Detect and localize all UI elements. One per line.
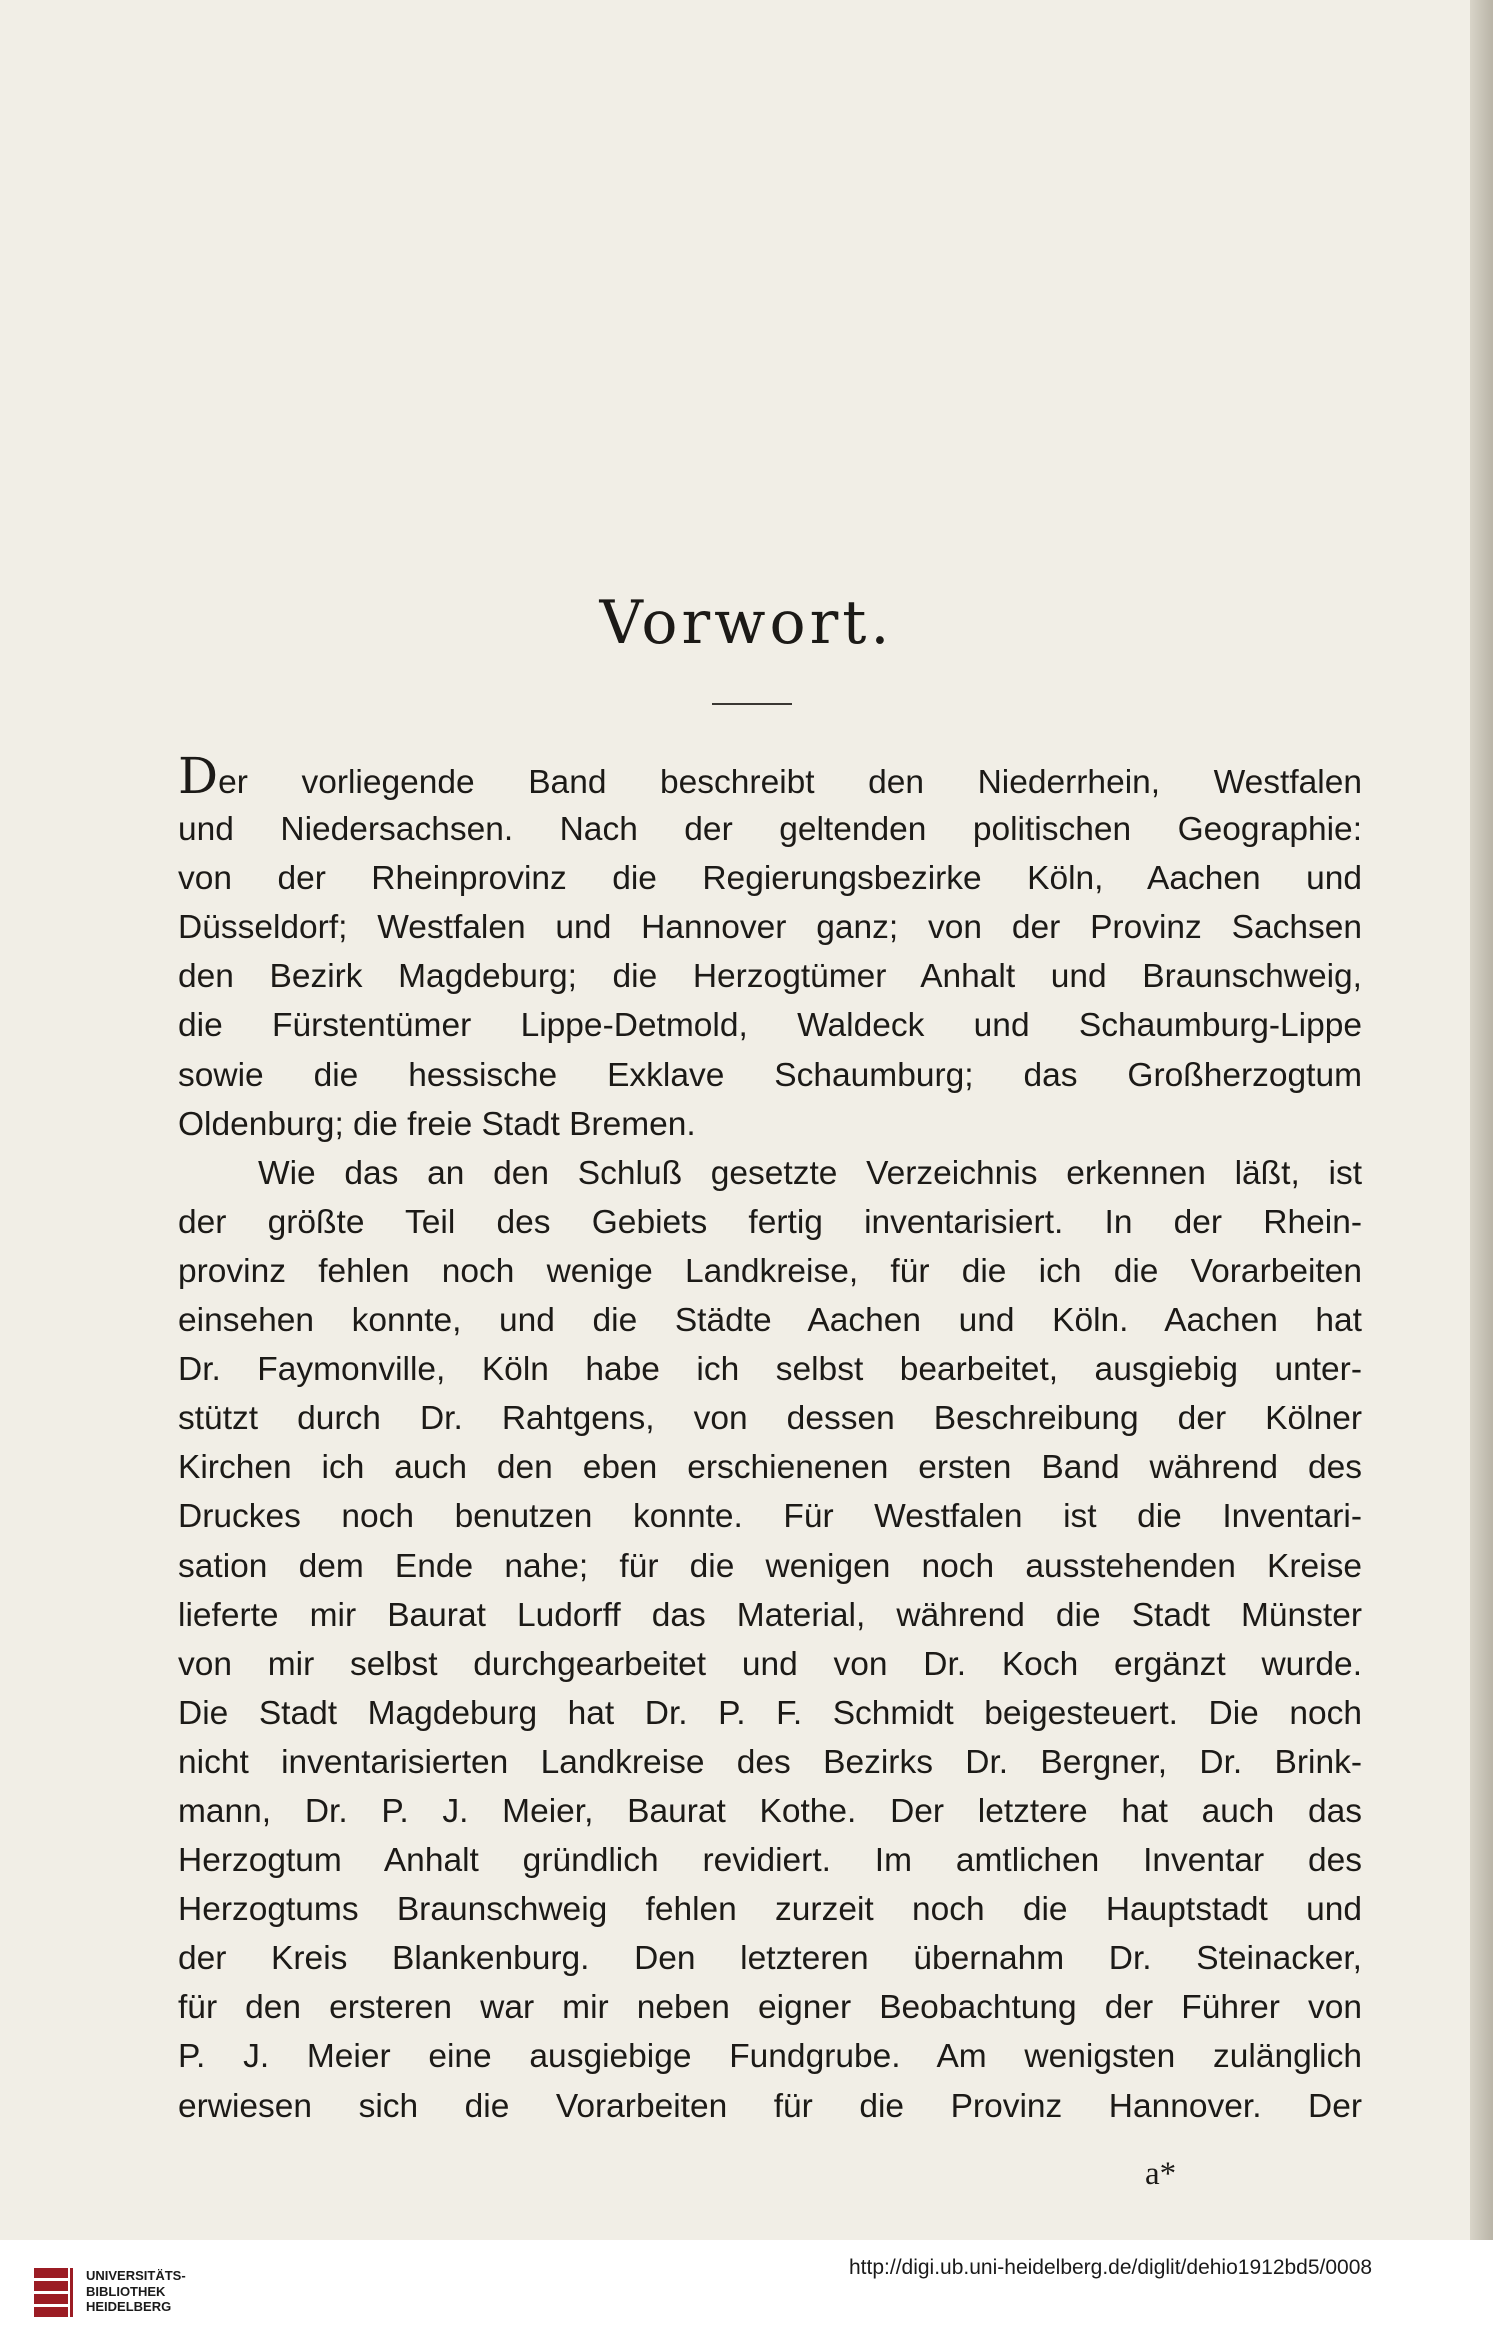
text-line: sowie die hessische Exklave Schaumburg; das Großherzogtum bbox=[178, 1056, 1362, 1094]
text-line: Druckes noch benutzen konnte. Für Westfalen ist die Inventari- bbox=[178, 1498, 1362, 1536]
university-library-logo-icon bbox=[34, 2262, 74, 2326]
text-line: Oldenburg; die freie Stadt Bremen. bbox=[178, 1105, 696, 1143]
text-line: den Bezirk Magdeburg; die Herzogtümer Anhalt und Braunschweig, bbox=[178, 958, 1362, 996]
text-line: nicht inventarisierten Landkreise des Bezirks Dr. Bergner, Dr. Brink- bbox=[178, 1743, 1362, 1781]
text-line: von mir selbst durchgearbeitet und von Dr. Koch ergänzt wurde. bbox=[178, 1645, 1362, 1683]
text-line: Die Stadt Magdeburg hat Dr. P. F. Schmidt beigesteuert. Die noch bbox=[178, 1694, 1362, 1732]
text-line: Kirchen ich auch den eben erschienenen ersten Band während des bbox=[178, 1449, 1362, 1487]
text-line: für den ersteren war mir neben eigner Beobachtung der Führer von bbox=[178, 1989, 1362, 2027]
text-line: Düsseldorf; Westfalen und Hannover ganz; von der Provinz Sachsen bbox=[178, 909, 1362, 947]
text-line: einsehen konnte, und die Städte Aachen und Köln. Aachen hat bbox=[178, 1302, 1362, 1340]
title-divider bbox=[712, 703, 792, 705]
text-line: er vorliegende Band beschreibt den Niederrhein, Westfalen bbox=[218, 764, 1362, 801]
text-line: der größte Teil des Gebiets fertig inventarisiert. In der Rhein- bbox=[178, 1203, 1362, 1241]
library-name bbox=[86, 2268, 186, 2315]
text-line: Herzogtums Braunschweig fehlen zurzeit noch die Hauptstadt und bbox=[178, 1891, 1362, 1929]
text-line: provinz fehlen noch wenige Landkreise, für die ich die Vorarbeiten bbox=[178, 1252, 1362, 1290]
text-line: P. J. Meier eine ausgiebige Fundgrube. Am wenigsten zulänglich bbox=[178, 2038, 1362, 2076]
body-text bbox=[178, 747, 1362, 2131]
text-line: sation dem Ende nahe; für die wenigen noch ausstehenden Kreise bbox=[178, 1547, 1362, 1585]
text-line: lieferte mir Baurat Ludorff das Material, während die Stadt Münster bbox=[178, 1596, 1362, 1634]
paragraph-1 bbox=[178, 747, 1362, 1149]
library-name-line: HEIDELBERG bbox=[86, 2299, 172, 2314]
text-line: Dr. Faymonville, Köln habe ich selbst bearbeitet, ausgiebig unter- bbox=[178, 1351, 1362, 1389]
drop-cap: D bbox=[178, 747, 219, 805]
text-line: der Kreis Blankenburg. Den letzteren übernahm Dr. Steinacker, bbox=[178, 1940, 1362, 1978]
text-line: und Niedersachsen. Nach der geltenden politischen Geographie: bbox=[178, 811, 1362, 849]
text-line: die Fürstentümer Lippe-Detmold, Waldeck und Schaumburg-Lippe bbox=[178, 1007, 1362, 1045]
text-line: stützt durch Dr. Rahtgens, von dessen Beschreibung der Kölner bbox=[178, 1400, 1362, 1438]
paragraph-2 bbox=[178, 1149, 1362, 2131]
library-name-line: BIBLIOTHEK bbox=[86, 2283, 166, 2299]
library-name-line: UNIVERSITÄTS- bbox=[86, 2268, 186, 2283]
footer-bar bbox=[0, 2240, 1493, 2351]
source-url-link[interactable]: http://digi.ub.uni-heidelberg.de/diglit/dehio1912bd5/0008 bbox=[849, 2256, 1373, 2279]
signature-mark: a* bbox=[1145, 2156, 1177, 2192]
page-title: Vorwort. bbox=[599, 588, 894, 658]
text-line: mann, Dr. P. J. Meier, Baurat Kothe. Der letztere hat auch das bbox=[178, 1792, 1362, 1830]
text-line: von der Rheinprovinz die Regierungsbezirke Köln, Aachen und bbox=[178, 860, 1362, 898]
text-line: Wie das an den Schluß gesetzte Verzeichnis erkennen läßt, ist bbox=[258, 1154, 1362, 1192]
text-line: Herzogtum Anhalt gründlich revidiert. Im amtlichen Inventar des bbox=[178, 1842, 1362, 1880]
text-line: erwiesen sich die Vorarbeiten für die Provinz Hannover. Der bbox=[178, 2087, 1362, 2125]
page-edge bbox=[1470, 0, 1493, 2240]
